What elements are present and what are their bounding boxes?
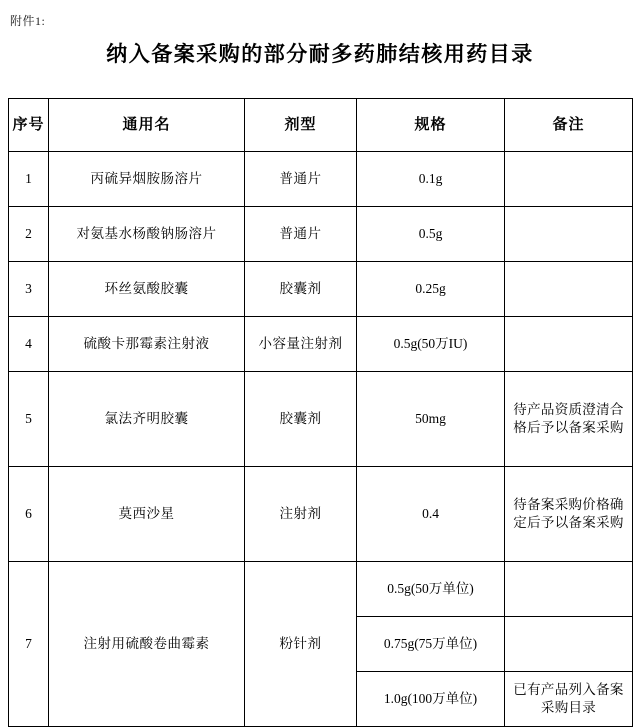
- cell-specification: 0.5g(50万单位): [357, 562, 505, 617]
- cell-no: 6: [9, 467, 49, 562]
- cell-specification: 0.25g: [357, 262, 505, 317]
- column-header-generic-name: 通用名: [49, 99, 245, 152]
- attachment-label: 附件1:: [10, 14, 46, 28]
- table-row: [9, 562, 633, 617]
- cell-dosage-form: 普通片: [245, 152, 357, 207]
- cell-no: 2: [9, 207, 49, 262]
- cell-specification: 1.0g(100万单位): [357, 672, 505, 727]
- table-header-row: [9, 99, 633, 152]
- column-header-remark: 备注: [505, 99, 633, 152]
- cell-no: 5: [9, 372, 49, 467]
- cell-dosage-form: 注射剂: [245, 467, 357, 562]
- drug-catalog-table: [8, 98, 633, 727]
- cell-specification: 0.5g(50万IU): [357, 317, 505, 372]
- table-row: [9, 317, 633, 372]
- cell-no: 4: [9, 317, 49, 372]
- cell-no: 1: [9, 152, 49, 207]
- cell-remark: 待备案采购价格确定后予以备案采购: [505, 467, 633, 562]
- table-row: [9, 372, 633, 467]
- cell-remark: [505, 617, 633, 672]
- column-header-no: 序号: [9, 99, 49, 152]
- cell-generic-name: 注射用硫酸卷曲霉素: [49, 562, 245, 727]
- cell-remark: 待产品资质澄清合格后予以备案采购: [505, 372, 633, 467]
- cell-dosage-form: 小容量注射剂: [245, 317, 357, 372]
- table-row: [9, 152, 633, 207]
- cell-no: 7: [9, 562, 49, 727]
- cell-specification: 0.75g(75万单位): [357, 617, 505, 672]
- cell-remark: [505, 262, 633, 317]
- cell-dosage-form: 胶囊剂: [245, 262, 357, 317]
- cell-generic-name: 环丝氨酸胶囊: [49, 262, 245, 317]
- cell-generic-name: 对氨基水杨酸钠肠溶片: [49, 207, 245, 262]
- cell-generic-name: 莫西沙星: [49, 467, 245, 562]
- column-header-specification: 规格: [357, 99, 505, 152]
- cell-specification: 0.4: [357, 467, 505, 562]
- column-header-dosage-form: 剂型: [245, 99, 357, 152]
- cell-remark: [505, 152, 633, 207]
- cell-specification: 0.5g: [357, 207, 505, 262]
- cell-generic-name: 丙硫异烟胺肠溶片: [49, 152, 245, 207]
- cell-no: 3: [9, 262, 49, 317]
- cell-specification: 0.1g: [357, 152, 505, 207]
- cell-generic-name: 氯法齐明胶囊: [49, 372, 245, 467]
- cell-dosage-form: 粉针剂: [245, 562, 357, 727]
- cell-dosage-form: 普通片: [245, 207, 357, 262]
- table-row: [9, 467, 633, 562]
- cell-remark: [505, 562, 633, 617]
- cell-specification: 50mg: [357, 372, 505, 467]
- table-row: [9, 207, 633, 262]
- table-row: [9, 262, 633, 317]
- cell-dosage-form: 胶囊剂: [245, 372, 357, 467]
- cell-remark: 已有产品列入备案采购目录: [505, 672, 633, 727]
- page-title: 纳入备案采购的部分耐多药肺结核用药目录: [106, 42, 534, 66]
- cell-remark: [505, 317, 633, 372]
- cell-remark: [505, 207, 633, 262]
- cell-generic-name: 硫酸卡那霉素注射液: [49, 317, 245, 372]
